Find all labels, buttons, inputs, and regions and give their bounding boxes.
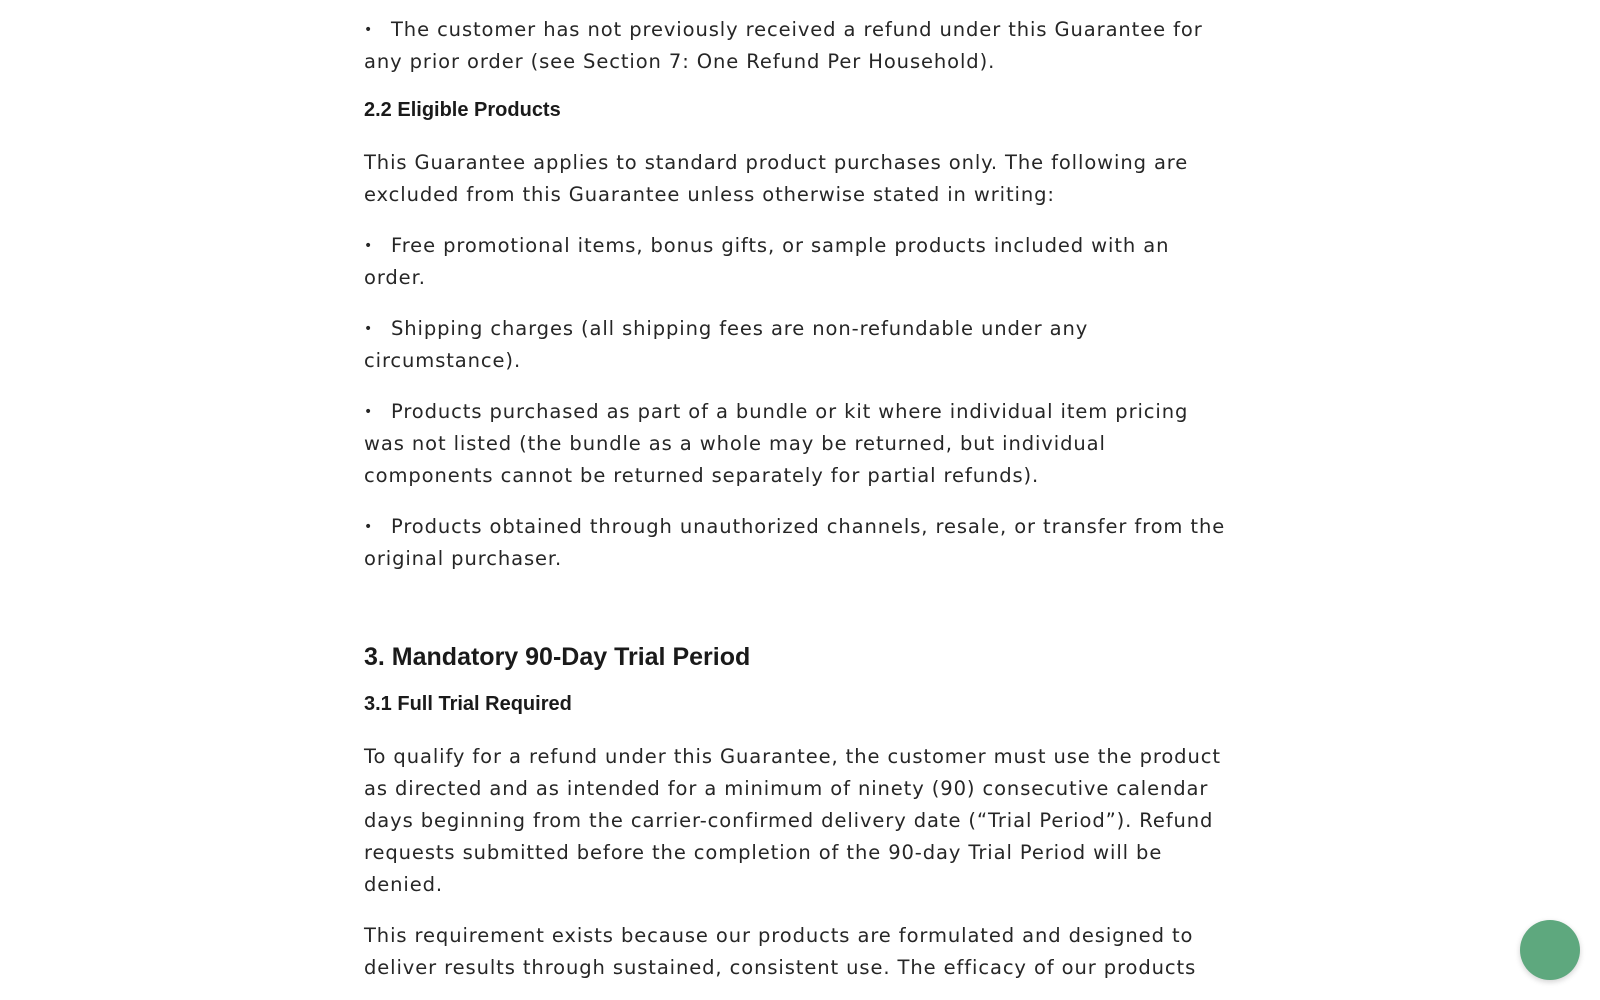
list-item-text: Products obtained through unauthorized channels, resale, or transfer from the original purchaser. <box>364 515 1226 570</box>
paragraph: This requirement exists because our products are formulated and designed to deliver results through sustained, consistent use. The efficacy of our products <box>364 924 1197 979</box>
list-item <box>364 230 1174 294</box>
list-item <box>364 313 1104 377</box>
bullet-marker: • <box>364 22 373 38</box>
policy-content <box>364 14 1234 1000</box>
bullet-marker: • <box>364 404 373 420</box>
bullet-marker: • <box>364 519 373 535</box>
list-item <box>364 396 1194 492</box>
section-title-3: 3. Mandatory 90-Day Trial Period <box>364 643 751 671</box>
list-item-text: The customer has not previously received a refund under this Guarantee for any prior order (see Section 7: One Refund Per Household). <box>364 18 1203 73</box>
chat-widget-button[interactable] <box>1520 920 1580 980</box>
list-item-text: Shipping charges (all shipping fees are non-refundable under any circumstance). <box>364 317 1089 372</box>
list-item <box>364 511 1234 575</box>
bullet-marker: • <box>364 238 373 254</box>
subsection-heading-2-2: 2.2 Eligible Products <box>364 99 561 121</box>
bullet-marker: • <box>364 321 373 337</box>
paragraph: To qualify for a refund under this Guarantee, the customer must use the product as directed and as intended for a minimum of ninety (90) consecutive calendar days beginning from the carrier-confirmed delivery date (“Trial Period”). Refund requests submitted before the completion of the 90-day Trial Period will be denied. <box>364 745 1221 896</box>
list-item-text: Products purchased as part of a bundle or kit where individual item pricing was not listed (the bundle as a whole may be returned, but individual components cannot be returned separately for partial refunds). <box>364 400 1189 487</box>
subsection-heading-3-1: 3.1 Full Trial Required <box>364 693 572 715</box>
list-item-text: Free promotional items, bonus gifts, or sample products included with an order. <box>364 234 1170 289</box>
paragraph: This Guarantee applies to standard product purchases only. The following are excluded from this Guarantee unless otherwise stated in writing: <box>364 151 1189 206</box>
list-item <box>364 14 1204 78</box>
